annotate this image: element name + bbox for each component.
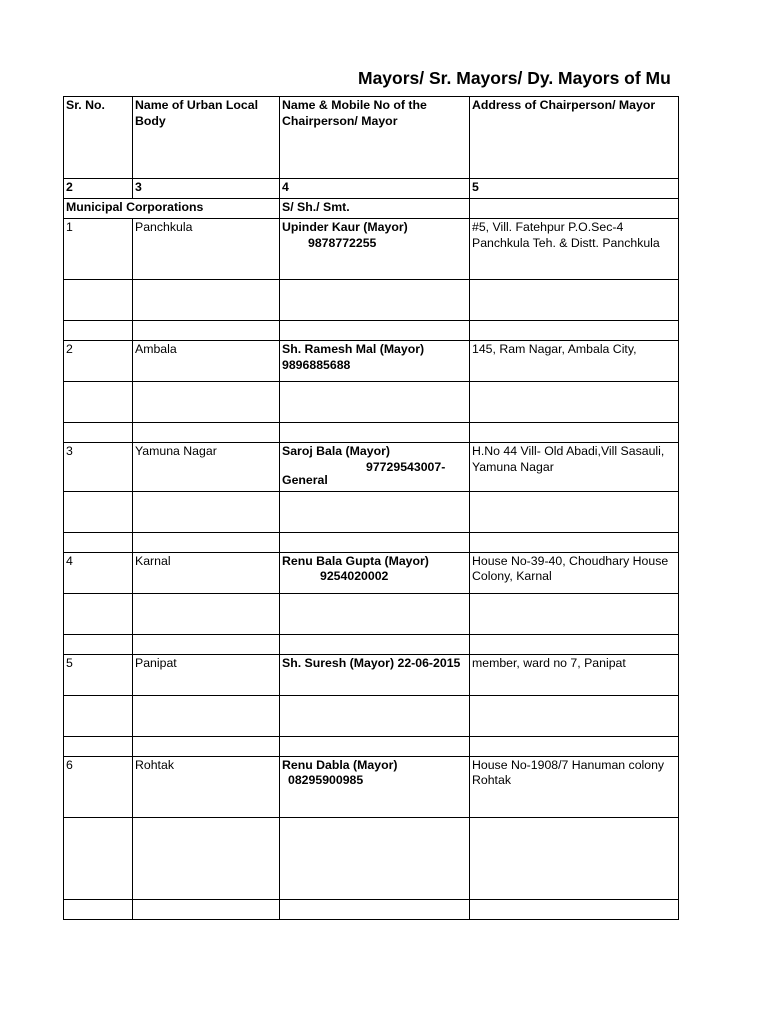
- sr-no-cell: 6: [64, 756, 133, 817]
- sr-no-cell: 5: [64, 654, 133, 695]
- mobile-number: 9896885688: [282, 357, 351, 372]
- address-cell: member, ward no 7, Panipat: [470, 654, 679, 695]
- mayors-table: [63, 96, 679, 920]
- urban-body-cell: Karnal: [133, 552, 280, 593]
- sr-no-cell: 1: [64, 219, 133, 280]
- document-title: Mayors/ Sr. Mayors/ Dy. Mayors of Mu: [358, 68, 671, 88]
- chairperson-name: Renu Dabla (Mayor): [282, 757, 398, 772]
- urban-body-cell: Ambala: [133, 341, 280, 382]
- address-cell: #5, Vill. Fatehpur P.O.Sec-4 Panchkula Teh. & Distt. Panchkula: [470, 219, 679, 280]
- section-label: Municipal Corporations: [64, 199, 280, 219]
- number-cell: 2: [64, 179, 133, 199]
- chairperson-cell: [280, 219, 470, 280]
- salutation-label: S/ Sh./ Smt.: [280, 199, 470, 219]
- chairperson-cell: [280, 552, 470, 593]
- numbering-row: [64, 179, 679, 199]
- address-cell: House No-1908/7 Hanuman colony Rohtak: [470, 756, 679, 817]
- number-cell: 3: [133, 179, 280, 199]
- table-row: [64, 654, 679, 695]
- mobile-number: 97729543007-: [366, 459, 446, 474]
- mobile-number: 9878772255: [308, 235, 377, 250]
- spacer-row: [64, 695, 679, 736]
- number-cell: 4: [280, 179, 470, 199]
- mobile-number: 9254020002: [320, 569, 389, 583]
- spacer-row: [64, 736, 679, 756]
- category-label: General: [282, 473, 328, 487]
- mobile-number: 08295900985: [288, 773, 364, 787]
- header-sr-no: Sr. No.: [64, 97, 133, 179]
- spacer-row: [64, 899, 679, 919]
- spacer-row: [64, 321, 679, 341]
- chairperson-name: Sh. Ramesh Mal (Mayor): [282, 342, 425, 356]
- header-name-mobile: Name & Mobile No of the Chairperson/ Mayor: [280, 97, 470, 179]
- empty-cell: [470, 199, 679, 219]
- spacer-row: [64, 532, 679, 552]
- sr-no-cell: 3: [64, 443, 133, 492]
- urban-body-cell: Panipat: [133, 654, 280, 695]
- chairperson-name: Saroj Bala (Mayor): [282, 444, 390, 458]
- header-urban-local-body: Name of Urban Local Body: [133, 97, 280, 179]
- spacer-row: [64, 634, 679, 654]
- urban-body-cell: Yamuna Nagar: [133, 443, 280, 492]
- spacer-row: [64, 593, 679, 634]
- sr-no-cell: 2: [64, 341, 133, 382]
- spacer-row: [64, 491, 679, 532]
- spacer-row: [64, 382, 679, 423]
- number-cell: 5: [470, 179, 679, 199]
- table-row: [64, 756, 679, 817]
- chairperson-name: Renu Bala Gupta (Mayor): [282, 553, 429, 568]
- urban-body-cell: Panchkula: [133, 219, 280, 280]
- table-row: [64, 552, 679, 593]
- chairperson-cell: [280, 443, 470, 492]
- spacer-row: [64, 423, 679, 443]
- header-address: Address of Chairperson/ Mayor: [470, 97, 679, 179]
- table-row: [64, 341, 679, 382]
- address-cell: House No-39-40, Choudhary House Colony, Karnal: [470, 552, 679, 593]
- address-cell: 145, Ram Nagar, Ambala City,: [470, 341, 679, 382]
- table-row: [64, 443, 679, 492]
- chairperson-cell: [280, 341, 470, 382]
- spacer-row: [64, 280, 679, 321]
- spacer-row: [64, 817, 679, 899]
- chairperson-cell: [280, 756, 470, 817]
- section-row: [64, 199, 679, 219]
- sr-no-cell: 4: [64, 552, 133, 593]
- urban-body-cell: Rohtak: [133, 756, 280, 817]
- address-cell: H.No 44 Vill- Old Abadi,Vill Sasauli, Yamuna Nagar: [470, 443, 679, 492]
- header-row: [64, 97, 679, 179]
- table-row: [64, 219, 679, 280]
- chairperson-name: Upinder Kaur (Mayor): [282, 220, 408, 234]
- chairperson-cell: Sh. Suresh (Mayor) 22-06-2015: [280, 654, 470, 695]
